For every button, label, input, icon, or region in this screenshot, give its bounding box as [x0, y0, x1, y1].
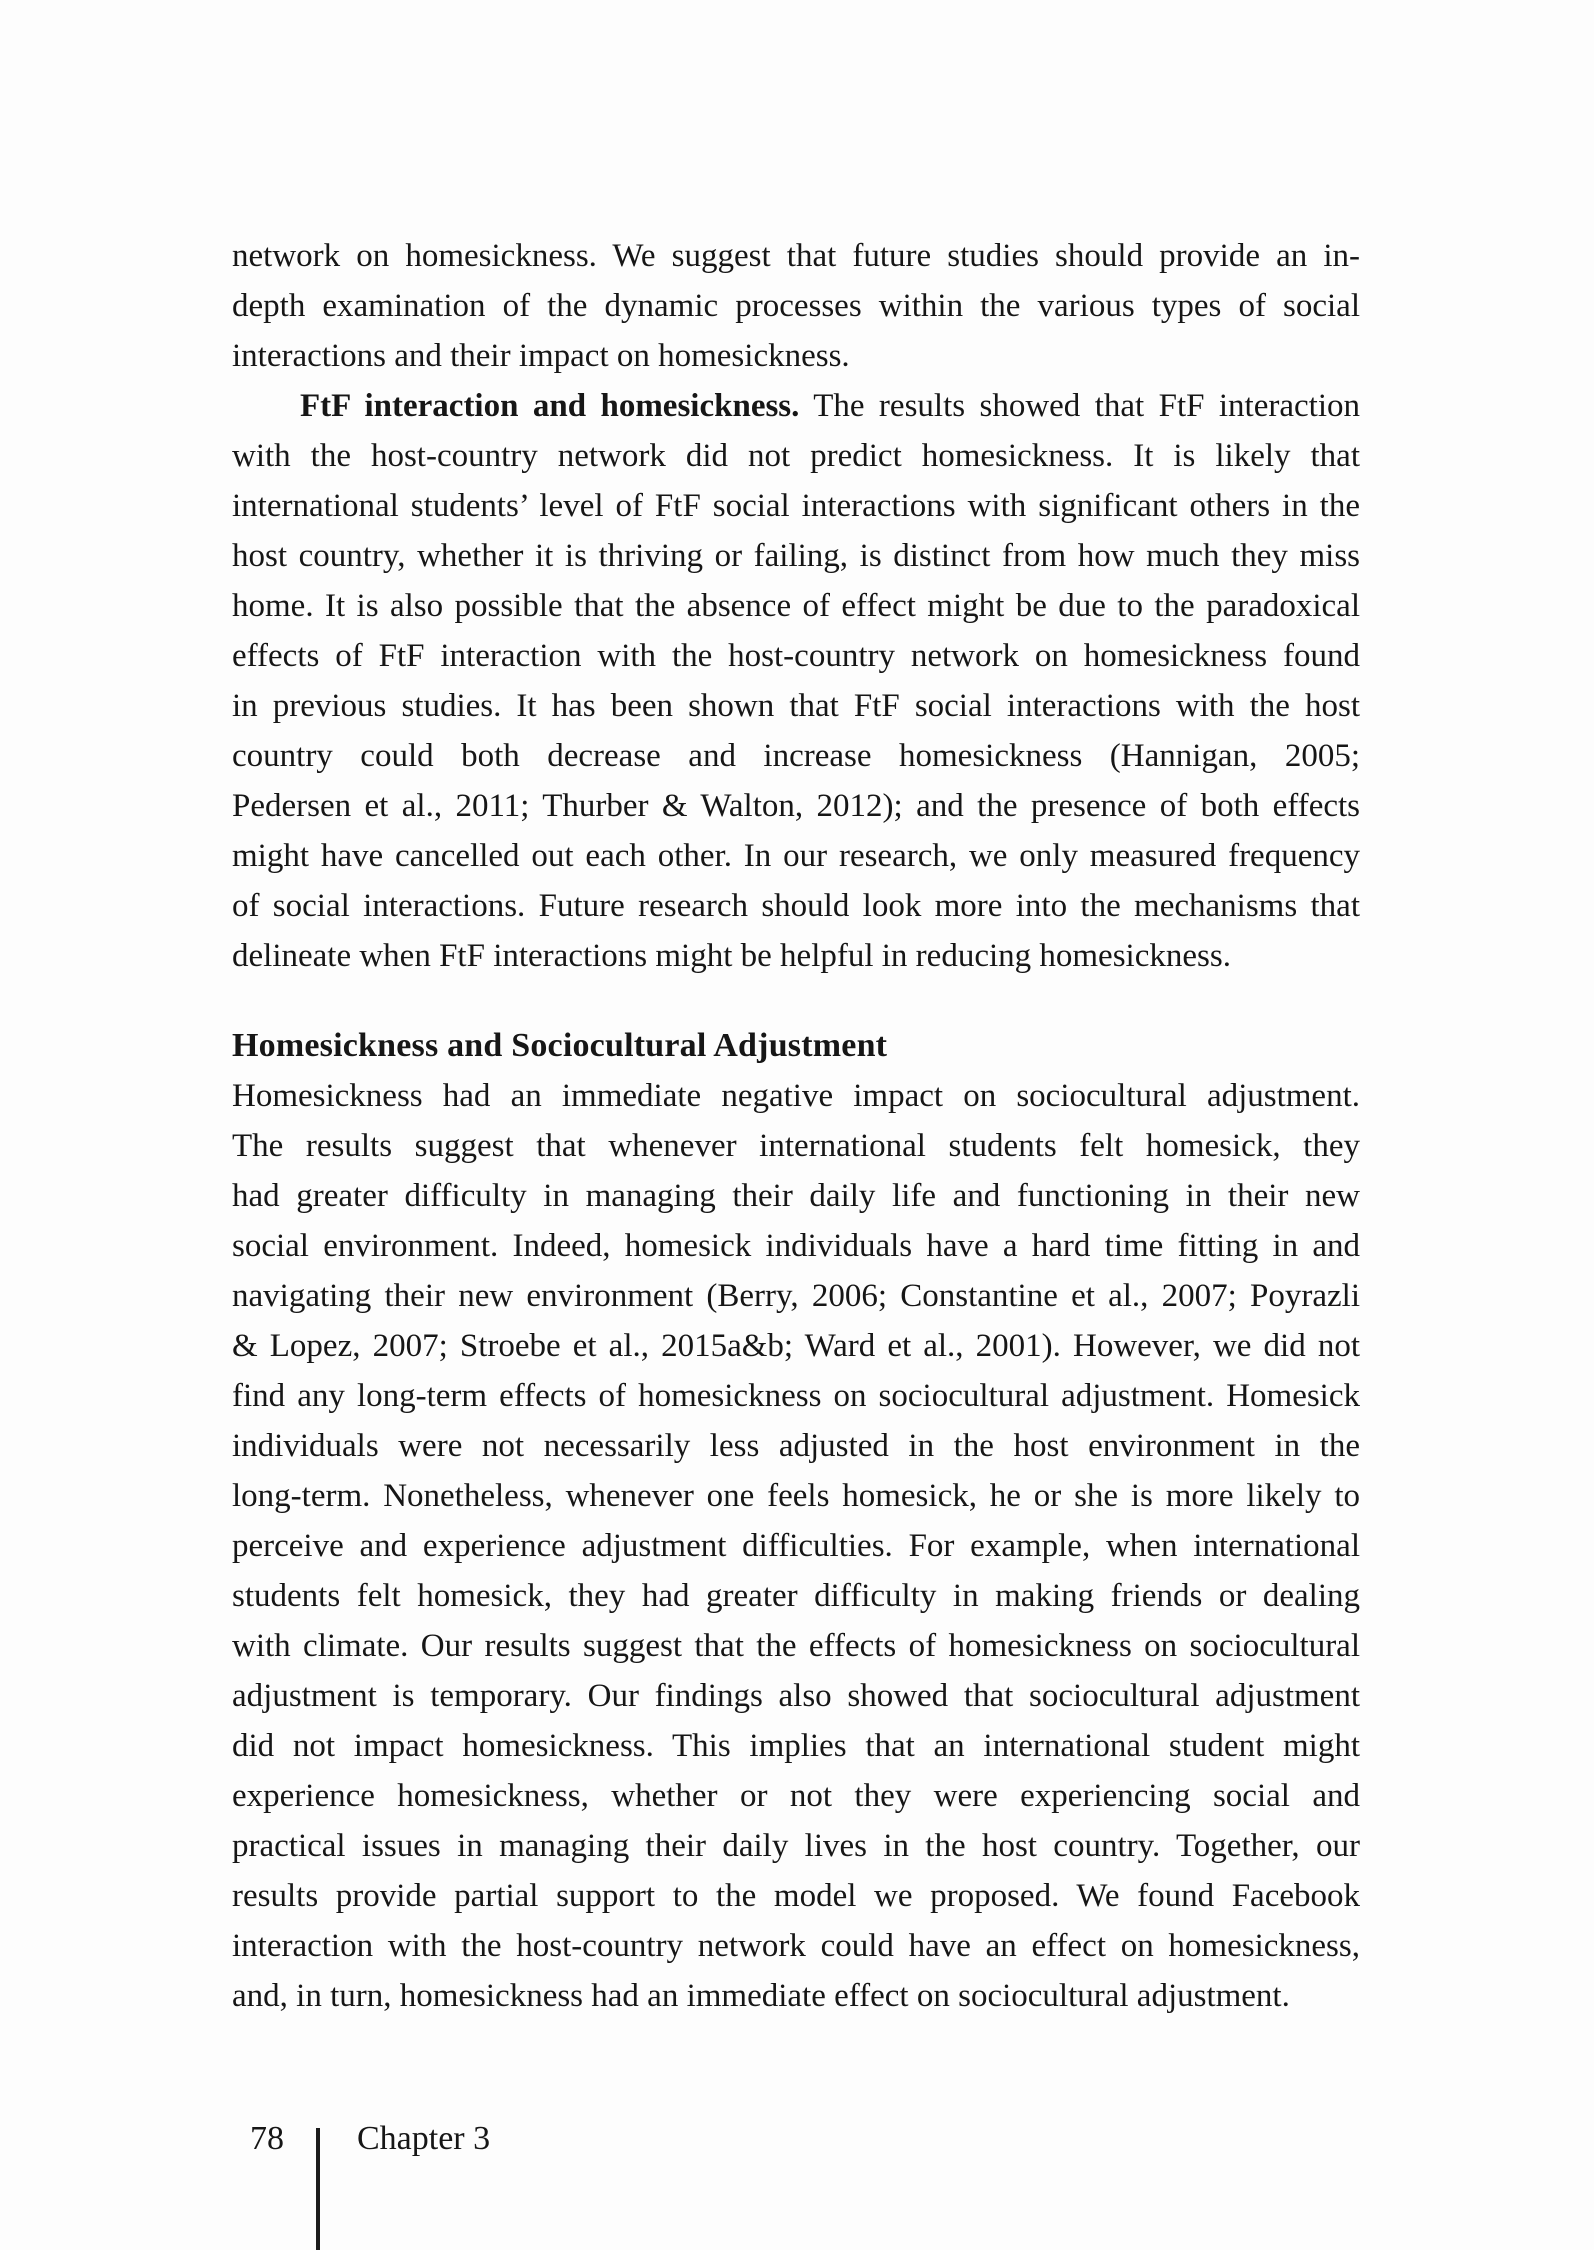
section-gap: [232, 981, 1360, 1021]
text-line: & Lopez, 2007; Stroebe et al., 2015a&b; Ward et al., 2001). However, we did not: [232, 1328, 1360, 1364]
text-line: perceive and experience adjustment difficulties. For example, when international: [232, 1528, 1360, 1564]
footer-divider-rule: [316, 2128, 320, 2250]
text-line: with climate. Our results suggest that the effects of homesickness on sociocultural: [232, 1628, 1360, 1664]
text-line: and, in turn, homesickness had an immediate effect on sociocultural adjustment.: [232, 1978, 1290, 2014]
para-future-studies: [232, 231, 1360, 381]
text-line: in previous studies. It has been shown that FtF social interactions with the host: [232, 688, 1360, 724]
text-line: network on homesickness. We suggest that future studies should provide an in-: [232, 238, 1360, 274]
text-line: The results suggest that whenever international students felt homesick, they: [232, 1128, 1360, 1164]
text-line: experience homesickness, whether or not they were experiencing social and: [232, 1778, 1360, 1814]
text-line: social environment. Indeed, homesick individuals have a hard time fitting in and: [232, 1228, 1360, 1264]
text-line: effects of FtF interaction with the host-country network on homesickness found: [232, 638, 1360, 674]
text-line: interaction with the host-country network could have an effect on homesickness,: [232, 1928, 1360, 1964]
text-line: individuals were not necessarily less adjusted in the host environment in the: [232, 1428, 1360, 1464]
text-line: navigating their new environment (Berry, 2006; Constantine et al., 2007; Poyrazli: [232, 1278, 1360, 1314]
text-line: host country, whether it is thriving or failing, is distinct from how much they miss: [232, 538, 1360, 574]
text-line: depth examination of the dynamic processes within the various types of social: [232, 288, 1360, 324]
text-line: practical issues in managing their daily lives in the host country. Together, our: [232, 1828, 1360, 1864]
heading-homesickness-sociocultural-adjustment: Homesickness and Sociocultural Adjustment: [232, 1027, 888, 1064]
text-line: adjustment is temporary. Our findings also showed that sociocultural adjustment: [232, 1678, 1360, 1714]
text-line: interactions and their impact on homesickness.: [232, 338, 850, 374]
chapter-label: Chapter 3: [357, 2120, 491, 2157]
para-ftf-interaction: [232, 381, 1360, 981]
text-line: of social interactions. Future research should look more into the mechanisms that: [232, 888, 1360, 924]
text-line: did not impact homesickness. This implies that an international student might: [232, 1728, 1360, 1764]
text-line: international students’ level of FtF social interactions with significant others in the: [232, 488, 1360, 524]
text-line: find any long-term effects of homesickness on sociocultural adjustment. Homesick: [232, 1378, 1360, 1414]
body-text: [232, 231, 1360, 2021]
text-line: with the host-country network did not predict homesickness. It is likely that: [232, 438, 1360, 474]
text-line: country could both decrease and increase homesickness (Hannigan, 2005;: [232, 738, 1360, 774]
text-line: home. It is also possible that the absence of effect might be due to the paradoxical: [232, 588, 1360, 624]
page-number: 78: [250, 2120, 284, 2157]
text-line: long-term. Nonetheless, whenever one feels homesick, he or she is more likely to: [232, 1478, 1360, 1514]
text-line: Homesickness had an immediate negative impact on sociocultural adjustment.: [232, 1078, 1360, 1114]
text-line: Pedersen et al., 2011; Thurber & Walton, 2012); and the presence of both effects: [232, 788, 1360, 824]
text-line: results provide partial support to the model we proposed. We found Facebook: [232, 1878, 1360, 1914]
text-line: might have cancelled out each other. In our research, we only measured frequency: [232, 838, 1360, 874]
text-line: FtF interaction and homesickness. The results showed that FtF interaction: [300, 388, 1360, 424]
text-line: had greater difficulty in managing their daily life and functioning in their new: [232, 1178, 1360, 1214]
para-sociocultural-adjustment: [232, 1071, 1360, 2021]
text-line: students felt homesick, they had greater difficulty in making friends or dealing: [232, 1578, 1360, 1614]
text-line: delineate when FtF interactions might be helpful in reducing homesickness.: [232, 938, 1231, 974]
